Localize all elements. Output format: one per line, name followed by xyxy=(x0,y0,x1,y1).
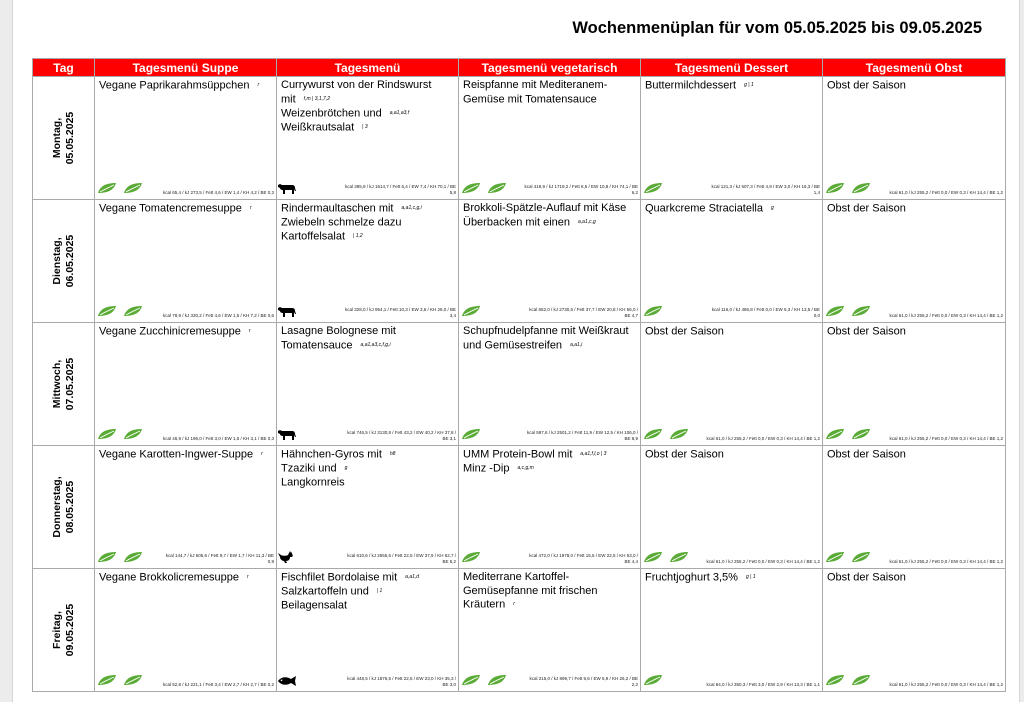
dish-name: Obst der Saison xyxy=(645,325,724,338)
leaf-icon xyxy=(123,428,143,440)
leaf-icon xyxy=(643,428,663,440)
meal-cell-dessert xyxy=(641,446,823,569)
leaf-icon xyxy=(487,674,507,686)
leaf-icon xyxy=(643,182,663,194)
dish-name: Obst der Saison xyxy=(827,202,906,215)
leaf-icon xyxy=(97,305,117,317)
dish-text xyxy=(827,448,1002,462)
day-weekday: Montag, xyxy=(50,117,63,159)
dish-name: Obst der Saison xyxy=(827,79,906,92)
meal-cell-content xyxy=(459,77,640,198)
leaf-icon xyxy=(851,305,871,317)
dish-text xyxy=(99,202,273,216)
nutrition-info: kcal 448,5 / kJ 1876,5 / Fett 22,6 / EW 23,0 / KH 35,3 / BE 3,0 xyxy=(347,676,456,687)
meal-cell-content xyxy=(459,323,640,444)
meal-cell-suppe xyxy=(95,446,277,569)
dish-name: Vegane Brokkolicremesuppe xyxy=(99,571,240,584)
meal-cell-dessert xyxy=(641,200,823,323)
dish-name: Hähnchen-Gyros mit xyxy=(281,448,382,461)
menu-sheet xyxy=(12,0,1020,702)
day-label xyxy=(51,604,77,657)
day-cell xyxy=(33,323,95,446)
allergen-codes-3: | 1,2 xyxy=(353,233,363,240)
dish-name: Rindermaultaschen mit xyxy=(281,202,394,215)
vegan-leaf-icons xyxy=(97,428,143,440)
meal-cell-suppe xyxy=(95,569,277,692)
nutrition-info: kcal 61,0 / kJ 255,2 / Fett 0,0 / EW 0,3 / KH 14,4 / BE 1,2 xyxy=(889,682,1003,687)
dish-name: Lasagne Bolognese mit Tomatensauce xyxy=(281,325,396,352)
meal-cell-content xyxy=(641,77,822,198)
vegan-leaf-icons xyxy=(825,551,871,563)
dish-text xyxy=(281,325,455,353)
meal-cell-suppe xyxy=(95,323,277,446)
header-tagesmenue: Tagesmenü xyxy=(277,59,459,77)
meal-cell-content xyxy=(823,323,1005,444)
dish-name: Obst der Saison xyxy=(645,448,724,461)
meal-cell-obst xyxy=(823,200,1006,323)
leaf-icon xyxy=(825,428,845,440)
day-weekday: Dienstag, xyxy=(50,237,63,285)
meal-cell-content xyxy=(459,200,640,321)
day-cell xyxy=(33,569,95,692)
dish-name-line-2: Weizenbrötchen und xyxy=(281,107,382,120)
dish-name: Schupfnudelpfanne mit Weißkraut und Gemüsestreifen xyxy=(463,325,629,352)
header-obst: Tagesmenü Obst xyxy=(823,59,1006,77)
header-row xyxy=(33,59,1006,77)
allergen-codes-2: a,c,g,m xyxy=(517,465,534,472)
leaf-icon xyxy=(461,674,481,686)
dish-text xyxy=(645,448,819,462)
allergen-codes: g | 1 xyxy=(745,574,756,580)
day-row xyxy=(33,446,1006,569)
dish-text xyxy=(827,325,1002,339)
dish-name: Vegane Paprikarahmsüppchen xyxy=(99,79,250,92)
nutrition-info: kcal 46,9 / kJ 196,0 / Fett 3,0 / EW 1,5 / KH 3,1 / BE 0,3 xyxy=(162,436,274,441)
dish-name-line-3: Kartoffelsalat xyxy=(281,230,346,243)
meal-cell-content xyxy=(95,569,276,690)
leaf-icon xyxy=(461,428,481,440)
dish-text xyxy=(281,202,455,244)
nutrition-info: kcal 419,9 / kJ 1719,2 / Fett 6,5 / EW 10,8 / KH 74,1 / BE 6,2 xyxy=(524,184,638,195)
meal-cell-content xyxy=(277,323,458,444)
allergen-codes: r xyxy=(261,451,263,457)
day-date: 06.05.2025 xyxy=(63,234,76,288)
allergen-codes: h8 xyxy=(389,451,396,457)
day-weekday: Freitag, xyxy=(50,611,63,649)
day-label xyxy=(51,112,77,165)
allergen-codes: a,a1,d xyxy=(405,574,420,580)
nutrition-info: kcal 52,8 / kJ 221,1 / Fett 3,4 / EW 2,7 / KH 2,7 / BE 0,2 xyxy=(162,682,274,687)
vegan-leaf-icons xyxy=(825,428,871,440)
nutrition-info: kcal 597,6 / kJ 2501,2 / Fett 11,9 / EW 12,5 / KH 106,0 / BE 8,9 xyxy=(527,430,638,441)
vegetarian-leaf-icon-wrap xyxy=(643,305,663,317)
vegan-leaf-icons xyxy=(825,305,871,317)
meal-cell-vegetarisch xyxy=(459,446,641,569)
day-label xyxy=(51,235,77,288)
leaf-icon xyxy=(851,674,871,686)
allergen-codes: a,a1,a3,c,f,g,i xyxy=(360,341,391,348)
vegan-leaf-icons xyxy=(97,674,143,686)
dish-name: Obst der Saison xyxy=(827,325,906,338)
nutrition-info: kcal 61,0 / kJ 255,2 / Fett 0,0 / EW 0,3 / KH 14,4 / BE 1,2 xyxy=(889,313,1003,318)
vegetarian-leaf-icon-wrap xyxy=(461,428,481,440)
allergen-codes: r xyxy=(513,601,515,607)
meal-cell-vegetarisch xyxy=(459,200,641,323)
leaf-icon xyxy=(669,551,689,563)
dish-name: Obst der Saison xyxy=(827,571,906,584)
allergen-codes-3: | 3 xyxy=(362,123,368,130)
dish-text xyxy=(463,571,637,612)
meal-cell-content xyxy=(95,446,276,567)
day-row xyxy=(33,77,1006,200)
dish-text xyxy=(281,571,455,613)
allergen-codes: r xyxy=(248,328,251,334)
header-dessert: Tagesmenü Dessert xyxy=(641,59,823,77)
day-label xyxy=(51,476,77,537)
nutrition-info: kcal 328,0 / kJ 954,1 / Fett 10,3 / EW 3,6 / KH 28,0 / BE 3,4 xyxy=(344,307,456,318)
meal-cell-content xyxy=(823,446,1005,567)
dish-text xyxy=(99,79,273,93)
leaf-icon xyxy=(669,428,689,440)
day-date: 09.05.2025 xyxy=(63,603,76,657)
meal-cell-content xyxy=(459,446,640,567)
meal-cell-content xyxy=(277,77,458,198)
day-cell xyxy=(33,200,95,323)
meal-cell-content xyxy=(641,200,822,321)
meal-cell-obst xyxy=(823,569,1006,692)
day-cell xyxy=(33,77,95,200)
nutrition-info: kcal 610,6 / kJ 2555,5 / Fett 22,5 / EW 37,9 / KH 62,7 / BE 5,2 xyxy=(347,553,456,564)
meal-cell-tagesmenue xyxy=(277,77,459,200)
menu-body xyxy=(33,77,1006,692)
dish-text xyxy=(463,79,637,107)
dish-name: Buttermilchdessert xyxy=(645,79,737,92)
day-weekday: Donnerstag, xyxy=(50,476,63,538)
dish-name: Quarkcreme Straciatella xyxy=(645,202,763,215)
meal-cell-content xyxy=(277,446,458,567)
meal-cell-content xyxy=(641,569,822,690)
vegetarian-leaf-icon-wrap xyxy=(643,674,663,686)
dish-name: Brokkoli-Spätzle-Auflauf mit Käse Überbacken mit einen xyxy=(463,202,627,229)
meal-cell-dessert xyxy=(641,569,823,692)
leaf-icon xyxy=(461,551,481,563)
day-weekday: Mittwoch, xyxy=(50,359,63,409)
nutrition-info: kcal 116,0 / kJ 486,8 / Fett 0,0 / EW 5,3 / KH 13,5 / BE 0,0 xyxy=(711,307,820,318)
allergen-codes-2: | 1 xyxy=(376,588,383,595)
dish-text xyxy=(645,79,819,93)
leaf-icon xyxy=(97,674,117,686)
meal-cell-tagesmenue xyxy=(277,446,459,569)
vegan-leaf-icons xyxy=(643,428,689,440)
meal-cell-vegetarisch xyxy=(459,323,641,446)
dish-text xyxy=(463,325,637,353)
page-title: Wochenmenüplan für vom 05.05.2025 bis 09.05.2025 xyxy=(572,19,982,37)
leaf-icon xyxy=(123,674,143,686)
dish-name-line-3: Weißkrautsalat xyxy=(281,121,355,134)
nutrition-info: kcal 78,9 / kJ 330,2 / Fett 4,6 / EW 1,5 / KH 7,2 / BE 0,6 xyxy=(162,313,274,318)
nutrition-info: kcal 746,5 / kJ 3130,8 / Fett 43,2 / EW 40,2 / KH 37,8 / BE 3,1 xyxy=(347,430,456,441)
dish-name-line-2: Tzaziki und xyxy=(281,462,337,475)
dish-name: Mediterrane Kartoffel-Gemüsepfanne mit frischen Kräutern xyxy=(463,571,598,611)
leaf-icon xyxy=(461,305,481,317)
leaf-icon xyxy=(851,551,871,563)
leaf-icon xyxy=(123,182,143,194)
dish-text xyxy=(281,448,455,490)
header-vegetarisch: Tagesmenü vegetarisch xyxy=(459,59,641,77)
dish-text xyxy=(99,448,273,462)
leaf-icon xyxy=(97,182,117,194)
vegan-leaf-icons xyxy=(643,551,689,563)
dish-name: Currywurst von der Rindswurst mit xyxy=(281,79,432,106)
dish-name-line-2: Minz -Dip xyxy=(463,462,510,475)
dish-name-line-2: Salzkartoffeln und xyxy=(281,585,369,598)
dish-text xyxy=(827,571,1002,585)
nutrition-info: kcal 61,0 / kJ 255,2 / Fett 0,0 / EW 0,3 / KH 14,4 / BE 1,2 xyxy=(889,436,1003,441)
dish-name: UMM Protein-Bowl mit xyxy=(463,448,573,461)
meal-cell-tagesmenue xyxy=(277,323,459,446)
allergen-codes: a,a1,c,g,i xyxy=(401,205,422,211)
day-cell xyxy=(33,446,95,569)
leaf-icon xyxy=(825,182,845,194)
leaf-icon xyxy=(851,428,871,440)
meal-cell-dessert xyxy=(641,323,823,446)
vegetarian-leaf-icon-wrap xyxy=(461,305,481,317)
leaf-icon xyxy=(123,551,143,563)
dish-name-line-3: Langkornreis xyxy=(281,476,345,489)
meal-cell-content xyxy=(277,569,458,690)
nutrition-info: kcal 61,0 / kJ 255,2 / Fett 0,0 / EW 0,3 / KH 14,4 / BE 1,2 xyxy=(706,559,820,564)
dish-text xyxy=(463,202,637,230)
nutrition-info: kcal 65,4 / kJ 273,5 / Fett 4,6 / EW 1,4 / KH 4,2 / BE 0,3 xyxy=(162,190,274,195)
day-row xyxy=(33,569,1006,692)
day-row xyxy=(33,323,1006,446)
menu-table xyxy=(32,58,1006,692)
dish-name: Reispfanne mit Mediteranem-Gemüse mit Tomatensauce xyxy=(463,79,608,106)
meal-cell-content xyxy=(641,446,822,567)
vegan-leaf-icons xyxy=(97,305,143,317)
header-tag: Tag xyxy=(33,59,95,77)
leaf-icon xyxy=(97,551,117,563)
meal-cell-suppe xyxy=(95,77,277,200)
leaf-icon xyxy=(461,182,481,194)
day-label xyxy=(51,358,77,411)
day-date: 08.05.2025 xyxy=(63,480,76,534)
nutrition-info: kcal 61,0 / kJ 255,2 / Fett 0,0 / EW 0,3 / KH 14,4 / BE 1,2 xyxy=(706,436,820,441)
nutrition-info: kcal 61,0 / kJ 255,2 / Fett 0,0 / EW 0,3 / KH 14,4 / BE 1,2 xyxy=(889,559,1003,564)
day-date: 07.05.2025 xyxy=(63,357,76,411)
day-row xyxy=(33,200,1006,323)
meal-cell-obst xyxy=(823,77,1006,200)
vegetarian-leaf-icon-wrap xyxy=(643,182,663,194)
allergen-codes: f,m | 3,1,7,2 xyxy=(303,95,330,102)
dish-text xyxy=(99,325,273,339)
meal-cell-content xyxy=(823,200,1005,321)
allergen-codes: g xyxy=(771,205,774,211)
header-suppe: Tagesmenü Suppe xyxy=(95,59,277,77)
dish-name: Vegane Tomatencremesuppe xyxy=(99,202,242,215)
meal-cell-dessert xyxy=(641,77,823,200)
meal-cell-content xyxy=(641,323,822,444)
meal-cell-obst xyxy=(823,323,1006,446)
leaf-icon xyxy=(825,551,845,563)
vegan-leaf-icons xyxy=(461,674,507,686)
allergen-codes-2: a,a1,a3,f xyxy=(389,109,410,116)
leaf-icon xyxy=(825,305,845,317)
allergen-codes: r xyxy=(257,82,260,88)
leaf-icon xyxy=(851,182,871,194)
meal-cell-vegetarisch xyxy=(459,569,641,692)
vegan-leaf-icons xyxy=(97,182,143,194)
meal-cell-content xyxy=(95,77,276,198)
leaf-icon xyxy=(97,428,117,440)
meal-cell-content xyxy=(823,77,1005,198)
dish-text xyxy=(827,79,1002,93)
vegan-leaf-icons xyxy=(825,674,871,686)
dish-text xyxy=(281,79,455,135)
allergen-codes: a,a1,i xyxy=(570,341,583,348)
meal-cell-obst xyxy=(823,446,1006,569)
allergen-codes-2: g xyxy=(344,465,348,472)
dish-name: Obst der Saison xyxy=(827,448,906,461)
allergen-codes: r xyxy=(249,205,252,211)
meal-cell-content xyxy=(95,323,276,444)
leaf-icon xyxy=(643,551,663,563)
dish-text xyxy=(645,571,819,585)
day-date: 05.05.2025 xyxy=(63,111,76,165)
nutrition-info: kcal 144,7 / kJ 605,6 / Fett 9,7 / EW 1,7 / KH 11,3 / BE 0,9 xyxy=(165,553,274,564)
meal-cell-content xyxy=(823,569,1005,690)
meal-cell-tagesmenue xyxy=(277,569,459,692)
allergen-codes: a,a1,c,g xyxy=(578,218,596,225)
dish-text xyxy=(645,202,819,216)
dish-name-line-2: Zwiebeln schmelze dazu xyxy=(281,216,402,229)
dish-name: Vegane Karotten-Ingwer-Suppe xyxy=(99,448,254,461)
leaf-icon xyxy=(643,305,663,317)
nutrition-info: kcal 472,0 / kJ 1978,0 / Fett 15,5 / EW 22,5 / KH 53,0 / BE 4,4 xyxy=(529,553,638,564)
dish-name: Fischfilet Bordolaise mit xyxy=(281,571,398,584)
meal-cell-tagesmenue xyxy=(277,200,459,323)
nutrition-info: kcal 61,0 / kJ 255,2 / Fett 0,0 / EW 0,3 / KH 14,4 / BE 1,2 xyxy=(889,190,1003,195)
leaf-icon xyxy=(123,305,143,317)
leaf-icon xyxy=(825,674,845,686)
meal-cell-content xyxy=(277,200,458,321)
meal-cell-vegetarisch xyxy=(459,77,641,200)
nutrition-info: kcal 84,0 / kJ 350,3 / Fett 3,0 / EW 2,9 / KH 13,3 / BE 1,1 xyxy=(706,682,820,687)
allergen-codes: a,a1,f,l,o | 3 xyxy=(580,451,607,457)
leaf-icon xyxy=(487,182,507,194)
allergen-codes: g | 1 xyxy=(744,82,754,88)
meal-cell-content xyxy=(95,200,276,321)
nutrition-info: kcal 652,0 / kJ 2730,5 / Fett 37,7 / EW 20,8 / KH 56,0 / BE 4,7 xyxy=(529,307,638,318)
dish-name-line-3: Beilagensalat xyxy=(281,599,348,612)
dish-text xyxy=(645,325,819,339)
nutrition-info: kcal 121,3 / kJ 507,3 / Fett 4,9 / EW 3,0 / KH 16,3 / BE 1,4 xyxy=(711,184,820,195)
meal-cell-suppe xyxy=(95,200,277,323)
dish-text xyxy=(99,571,273,585)
nutrition-info: kcal 385,9 / kJ 1614,7 / Fett 6,4 / EW 7,4 / KH 70,1 / BE 5,8 xyxy=(344,184,456,195)
dish-name: Fruchtjoghurt 3,5% xyxy=(645,571,738,584)
vegetarian-leaf-icon-wrap xyxy=(461,551,481,563)
dish-text xyxy=(827,202,1002,216)
vegan-leaf-icons xyxy=(97,551,143,563)
dish-name: Vegane Zucchinicremesuppe xyxy=(99,325,241,338)
meal-cell-content xyxy=(459,569,640,690)
vegan-leaf-icons xyxy=(461,182,507,194)
allergen-codes: r xyxy=(247,574,249,580)
leaf-icon xyxy=(643,674,663,686)
dish-text xyxy=(463,448,637,476)
vegan-leaf-icons xyxy=(825,182,871,194)
nutrition-info: kcal 215,0 / kJ 899,7 / Fett 9,6 / EW 5,9 / KH 26,2 / BE 2,2 xyxy=(529,676,638,687)
